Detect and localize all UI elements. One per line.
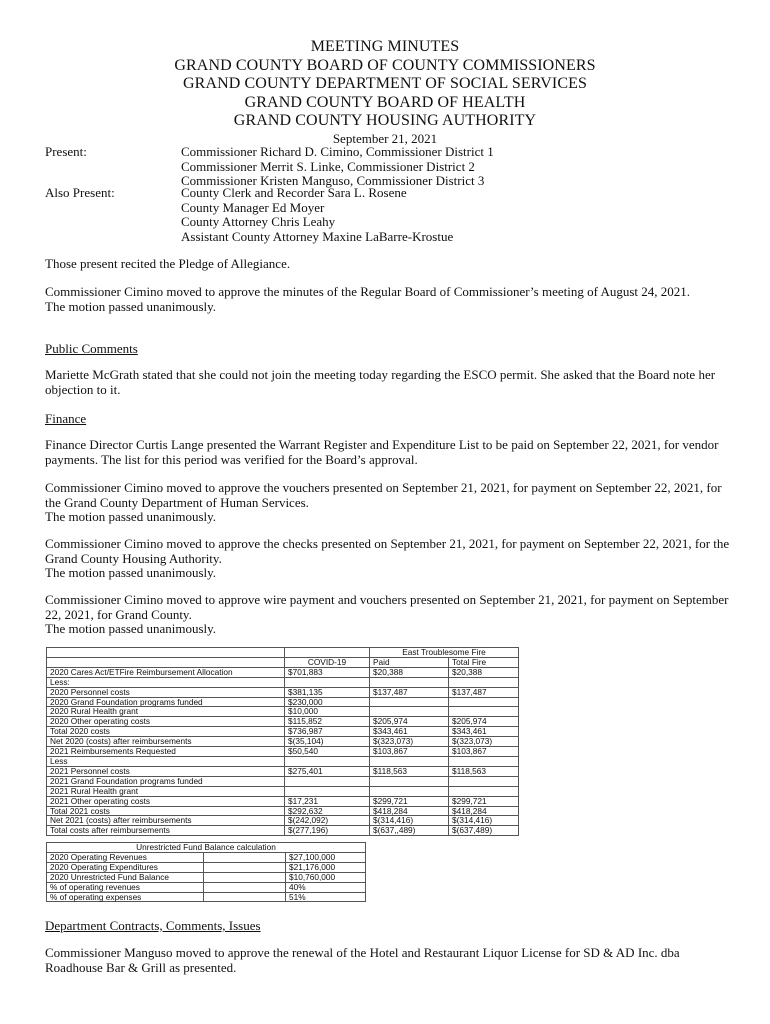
attendee: County Attorney Chris Leahy: [181, 214, 336, 229]
table-row: 2020 Cares Act/ETFire Reimbursement Allocation $701,883 $20,388 $20,388: [47, 667, 519, 677]
table-caption-row: [47, 843, 366, 853]
motion-text: Commissioner Cimino moved to approve the checks presented on September 21, 2021, for payment on September 22, 2021, for the Grand County Housing Authority.: [45, 536, 730, 566]
title-line: GRAND COUNTY BOARD OF COUNTY COMMISSIONERS: [174, 56, 596, 74]
fund-balance-table: [46, 842, 366, 902]
wire-motion: [45, 593, 735, 637]
column-header: Paid: [370, 657, 449, 667]
table-row: 2020 Grand Foundation programs funded $230,000: [47, 697, 519, 707]
liquor-license-motion: Commissioner Manguso moved to approve the renewal of the Hotel and Restaurant Liquor License for SD & AD Inc. dba Roadhouse Bar & Grill as presented.: [45, 945, 680, 975]
group-header: East Troublesome Fire: [370, 648, 519, 658]
document-title-block: [0, 38, 770, 131]
public-comments-heading: Public Comments: [45, 341, 138, 356]
motion-text: Commissioner Cimino moved to approve the vouchers presented on September 21, 2021, for payment on September 22, 2021, for the Grand County Department of Human Services.: [45, 480, 722, 510]
table-row: 2020 Operating Expenditures $21,176,000: [47, 862, 366, 872]
table-row: Less: [47, 756, 519, 766]
table-row: 2021 Rural Health grant: [47, 786, 519, 796]
title-line: MEETING MINUTES: [310, 38, 460, 55]
table-row: Net 2021 (costs) after reimbursements $(242,092) $(314,416) $(314,416): [47, 816, 519, 826]
motion-result: The motion passed unanimously.: [45, 621, 217, 636]
attendee: County Manager Ed Moyer: [181, 199, 325, 215]
finance-intro: Finance Director Curtis Lange presented the Warrant Register and Expenditure List to be paid on September 22, 2021, for vendor payments. The list for this period was verified for the Board’s approval.: [45, 437, 719, 467]
column-header: [47, 657, 285, 667]
table-row: Total 2020 costs $736,987 $343,461 $343,461: [47, 727, 519, 737]
table-row: Total costs after reimbursements $(277,196) $(637,,489) $(637,489): [47, 826, 519, 836]
title-line: GRAND COUNTY DEPARTMENT OF SOCIAL SERVICES: [183, 75, 587, 93]
vouchers-motion: [45, 481, 735, 525]
table-row: 2021 Personnel costs $275,401 $118,563 $118,563: [47, 766, 519, 776]
table-row: 2020 Operating Revenues $27,100,000: [47, 852, 366, 862]
finance-table: [46, 647, 519, 836]
motion-result: The motion passed unanimously.: [45, 298, 217, 314]
minutes-motion: [45, 285, 735, 314]
table-header-row: [47, 648, 519, 658]
table-row: 2020 Rural Health grant $10,000: [47, 707, 519, 717]
table-header-row: [47, 657, 519, 667]
motion-text: Commissioner Cimino moved to approve wire payment and vouchers presented on September 21, 2021, for payment on September 22, 2021, for Grand County.: [45, 592, 729, 622]
attendee: Commissioner Merrit S. Linke, Commissioner District 2: [181, 158, 475, 174]
finance-heading: Finance: [45, 411, 87, 426]
table-row: 2020 Other operating costs $115,852 $205,974 $205,974: [47, 717, 519, 727]
meeting-date: September 21, 2021: [332, 131, 438, 146]
attendee: County Clerk and Recorder Sara L. Rosene: [181, 185, 407, 200]
attendee: Commissioner Richard D. Cimino, Commissioner District 1: [181, 144, 494, 159]
also-present-label: Also Present:: [45, 185, 115, 200]
motion-text: Commissioner Cimino moved to approve the minutes of the Regular Board of Commissioner’s meeting of August 24, 2021.: [45, 284, 690, 299]
column-header: Total Fire: [449, 657, 519, 667]
also-present-list: [181, 186, 453, 244]
table-row: 2020 Unrestricted Fund Balance $10,760,000: [47, 872, 366, 882]
present-label: Present:: [45, 144, 87, 159]
motion-result: The motion passed unanimously.: [45, 509, 217, 524]
attendee: Commissioner Kristen Manguso, Commissioner District 3: [181, 173, 485, 188]
title-line: GRAND COUNTY BOARD OF HEALTH: [244, 93, 526, 111]
department-heading: Department Contracts, Comments, Issues: [45, 918, 261, 933]
table-row: 2021 Grand Foundation programs funded: [47, 776, 519, 786]
table-row: 2021 Other operating costs $17,231 $299,721 $299,721: [47, 796, 519, 806]
table-row: 2020 Personnel costs $381,135 $137,487 $137,487: [47, 687, 519, 697]
column-header: COVID-19: [285, 657, 370, 667]
public-comments-paragraph: Mariette McGrath stated that she could not join the meeting today regarding the ESCO permit. She asked that the Board note her objection to it.: [45, 367, 716, 397]
table-row: Total 2021 costs $292,632 $418,284 $418,284: [47, 806, 519, 816]
fund-balance-caption: Unrestricted Fund Balance calculation: [47, 843, 366, 853]
present-list: [181, 145, 494, 189]
table-row: % of operating revenues 40%: [47, 882, 366, 892]
table-row: Less:: [47, 677, 519, 687]
motion-result: The motion passed unanimously.: [45, 565, 217, 580]
checks-motion: [45, 537, 735, 581]
attendee: Assistant County Attorney Maxine LaBarre-Krostue: [181, 228, 454, 244]
table-row: % of operating expenses 51%: [47, 892, 366, 902]
table-row: 2021 Reimbursements Requested $50,540 $103,867 $103,867: [47, 747, 519, 757]
title-line: GRAND COUNTY HOUSING AUTHORITY: [233, 112, 537, 130]
pledge-paragraph: Those present recited the Pledge of Allegiance.: [45, 256, 291, 271]
table-row: Net 2020 (costs) after reimbursements $(35,104) $(323,073) $(323,073): [47, 737, 519, 747]
